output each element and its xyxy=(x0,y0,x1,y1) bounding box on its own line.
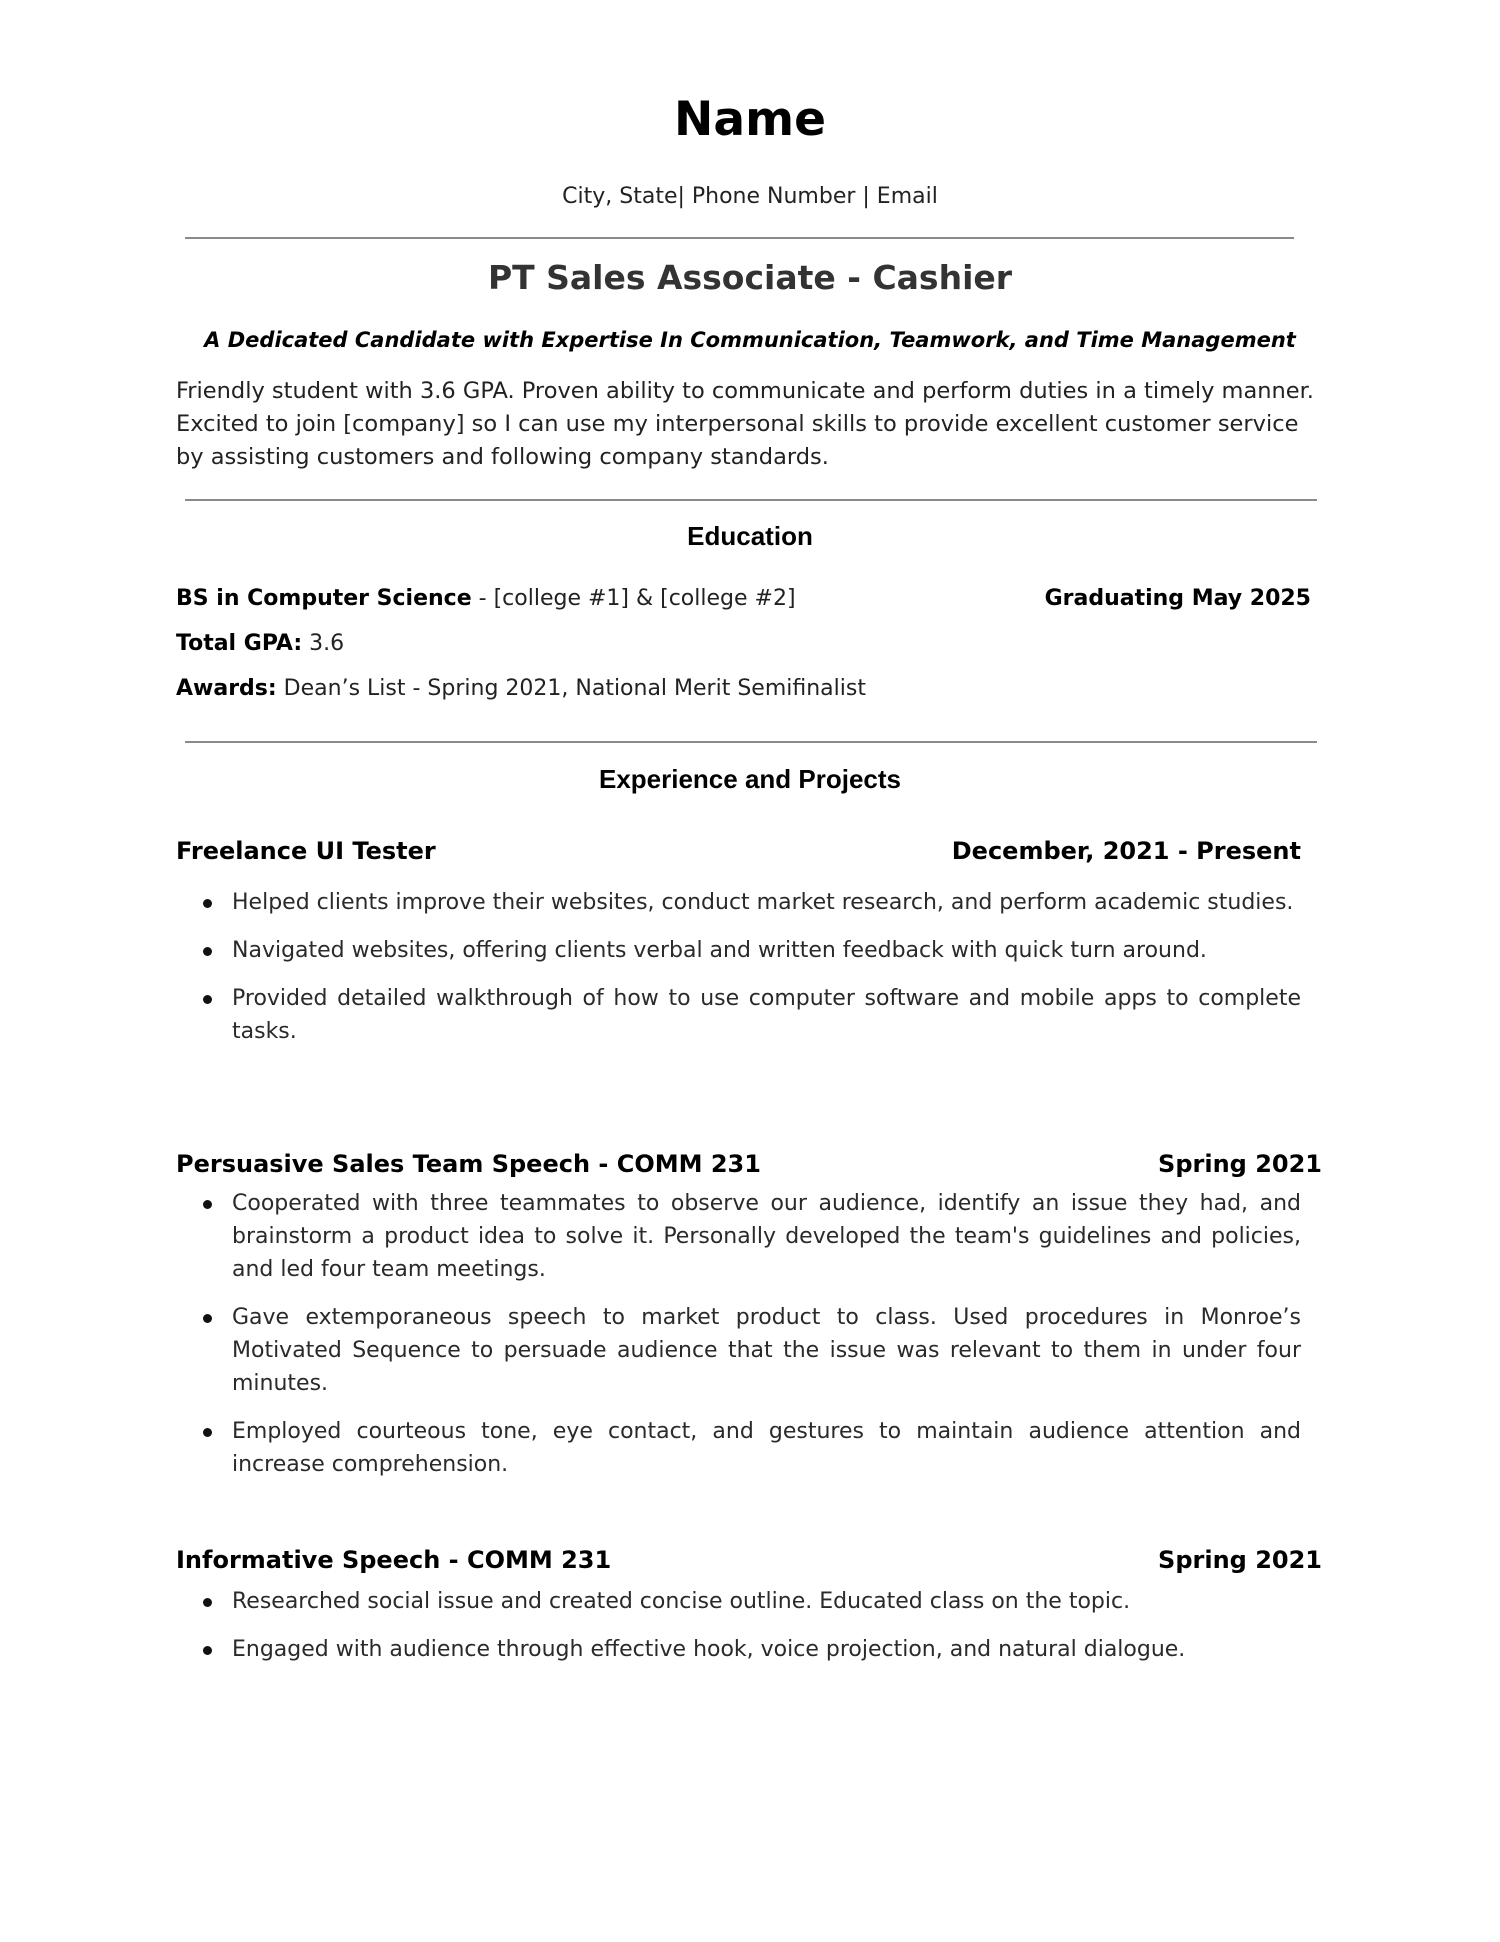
list-item: Cooperated with three teammates to observe our audience, identify an issue they had, and brainstorm a product idea to solve it. Personally developed the team's guidelines and policies, and led four team meetings. xyxy=(176,1187,1301,1286)
list-item: Employed courteous tone, eye contact, and gestures to maintain audience attention and increase comprehension. xyxy=(176,1415,1301,1481)
bullet-list xyxy=(176,1585,1301,1681)
bullet-list xyxy=(176,1187,1301,1496)
contact-info: City, State| Phone Number | Email xyxy=(562,184,938,209)
awards-value: Dean’s List - Spring 2021, National Merit Semifinalist xyxy=(276,676,866,701)
divider xyxy=(185,499,1317,501)
experience-title: Freelance UI Tester xyxy=(176,837,436,865)
divider xyxy=(185,741,1317,743)
experience-heading: Experience and Projects xyxy=(598,764,902,794)
gpa-label: Total GPA: xyxy=(176,631,303,656)
candidate-name: Name xyxy=(674,92,826,147)
divider xyxy=(185,237,1294,239)
experience-title: Informative Speech - COMM 231 xyxy=(176,1546,612,1574)
degree: BS in Computer Science xyxy=(176,586,472,611)
schools: - [college #1] & [college #2] xyxy=(471,586,796,611)
education-heading: Education xyxy=(687,521,813,551)
experience-date: December, 2021 - Present xyxy=(951,837,1301,865)
tagline: A Dedicated Candidate with Expertise In Communication, Teamwork, and Time Management xyxy=(204,328,1296,352)
graduation-date: Graduating May 2025 xyxy=(1044,586,1311,611)
gpa-line xyxy=(176,631,344,656)
list-item: Navigated websites, offering clients verbal and written feedback with quick turn around. xyxy=(176,934,1301,967)
list-item: Provided detailed walkthrough of how to use computer software and mobile apps to complete tasks. xyxy=(176,982,1301,1048)
gpa-value: 3.6 xyxy=(302,631,345,656)
awards-line xyxy=(176,676,866,701)
degree-line xyxy=(176,586,796,611)
experience-date: Spring 2021 xyxy=(1158,1546,1322,1574)
job-title: PT Sales Associate - Cashier xyxy=(487,258,1013,297)
list-item: Researched social issue and created concise outline. Educated class on the topic. xyxy=(176,1585,1301,1618)
bullet-list xyxy=(176,886,1301,1063)
list-item: Helped clients improve their websites, conduct market research, and perform academic studies. xyxy=(176,886,1301,919)
experience-date: Spring 2021 xyxy=(1158,1150,1322,1178)
awards-label: Awards: xyxy=(176,676,277,701)
list-item: Gave extemporaneous speech to market product to class. Used procedures in Monroe’s Motivated Sequence to persuade audience that the issue was relevant to them in under four minutes. xyxy=(176,1301,1301,1400)
summary: Friendly student with 3.6 GPA. Proven ability to communicate and perform duties in a timely manner. Excited to join [company] so I can use my interpersonal skills to provide excellent customer service by assisting customers and following company standards. xyxy=(176,378,1314,470)
list-item: Engaged with audience through effective hook, voice projection, and natural dialogue. xyxy=(176,1633,1301,1666)
experience-title: Persuasive Sales Team Speech - COMM 231 xyxy=(176,1150,761,1178)
